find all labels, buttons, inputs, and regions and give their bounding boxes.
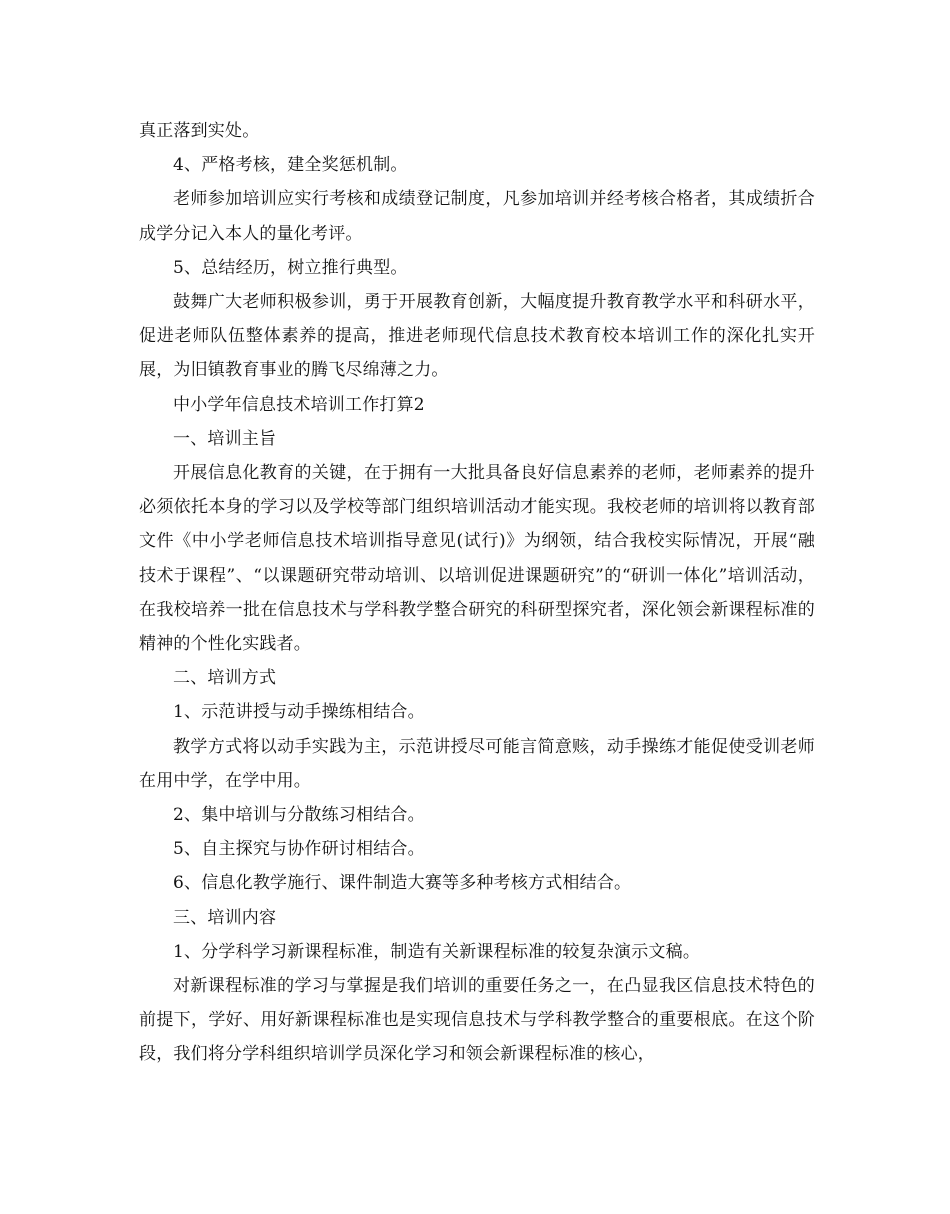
paragraph: 5、自主探究与协作研讨相结合。: [173, 839, 425, 860]
paragraph: 2、集中培训与分散练习相结合。: [173, 805, 425, 826]
section-heading: 二、培训方式: [173, 668, 277, 689]
paragraph: 老师参加培训应实行考核和成绩登记制度，凡参加培训并经考核合格者，其成绩折合成学分记入本人的量化考评。: [139, 189, 815, 244]
paragraph: 鼓舞广大老师积极参训，勇于开展教育创新，大幅度提升教育教学水平和科研水平，促进老师队伍整体素养的提高，推进老师现代信息技术教育校本培训工作的深化扎实开展，为旧镇教育事业的腾飞尽绵薄之力。: [139, 292, 815, 381]
paragraph: 5、总结经历，树立推行典型。: [173, 257, 408, 278]
paragraph: 教学方式将以动手实践为主，示范讲授尽可能言简意赅，动手操练才能促使受训老师在用中学，在学中用。: [139, 736, 815, 791]
section-heading: 三、培训内容: [173, 907, 277, 928]
paragraph: 1、分学科学习新课程标准，制造有关新课程标准的较复杂演示文稿。: [173, 941, 701, 962]
paragraph: 真正落到实处。: [139, 121, 260, 141]
paragraph: 开展信息化教育的关键，在于拥有一大批具备良好信息素养的老师，老师素养的提升必须依托本身的学习以及学校等部门组织培训活动才能实现。我校老师的培训将以教育部文件《中小学老师信息技术培训指导意见(试行)》为纲领，结合我校实际情况，开展“融技术于课程”、“以课题研究带动培训、以培训促进课题研究”的“研训一体化”培训活动，在我校培养一批在信息技术与学科教学整合研究的科研型探究者，深化领会新课程标准的精神的个性化实践者。: [139, 463, 815, 655]
paragraph: 6、信息化教学施行、课件制造大赛等多种考核方式相结合。: [173, 873, 632, 894]
paragraph: 1、示范讲授与动手操练相结合。: [173, 702, 425, 723]
paragraph: 4、严格考核，建全奖惩机制。: [173, 155, 408, 176]
paragraph: 对新课程标准的学习与掌握是我们培训的重要任务之一，在凸显我区信息技术特色的前提下，学好、用好新课程标准也是实现信息技术与学科教学整合的重要根底。在这个阶段，我们将分学科组织培训学员深化学习和领会新课程标准的核心，: [139, 976, 815, 1065]
section-heading: 一、培训主旨: [173, 428, 277, 449]
section-title: 中小学年信息技术培训工作打算2: [173, 394, 425, 415]
document-body: [139, 114, 815, 1072]
